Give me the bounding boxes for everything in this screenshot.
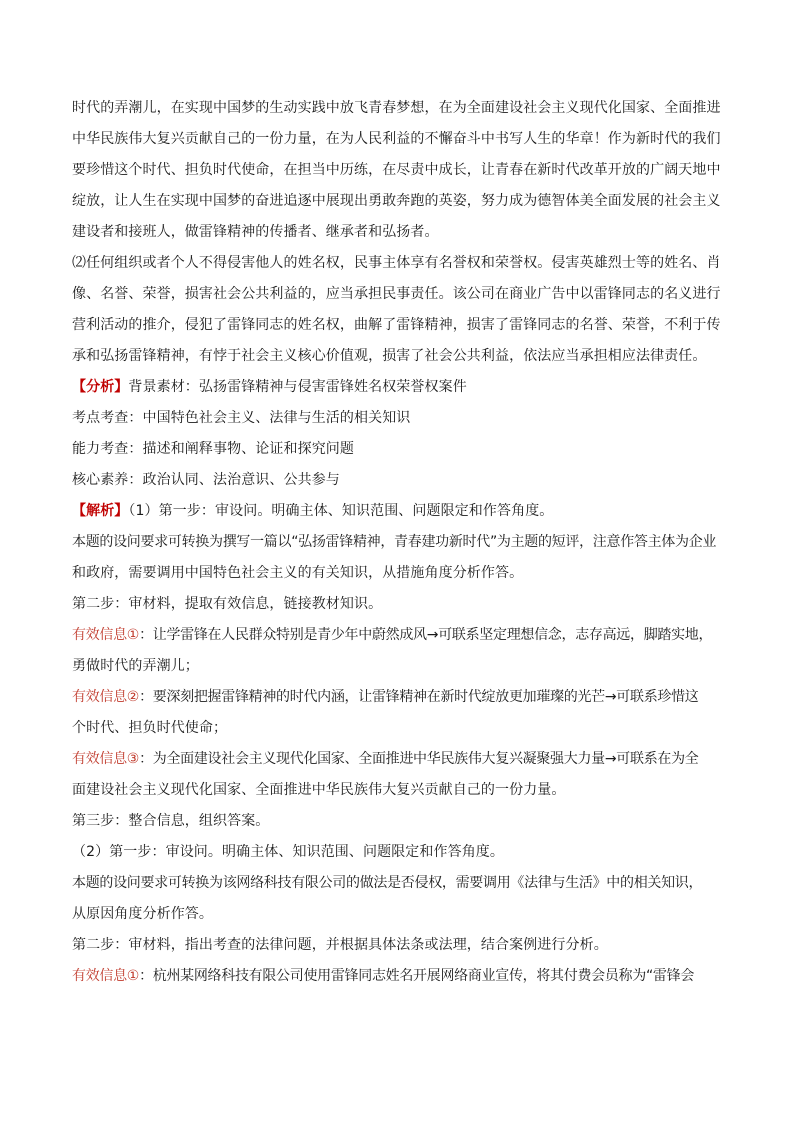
text-line: 面建设社会主义现代化国家、全面推进中华民族伟大复兴贡献自己的一份力量。	[72, 782, 566, 798]
q2-step1: （2）第一步：审设问。明确主体、知识范围、问题限定和作答角度。	[72, 844, 505, 860]
info-text: ：要深刻把握雷锋精神的时代内涵，让雷锋精神在新时代绽放更加璀璨的光芒→可联系珍惜这	[139, 689, 699, 705]
document-page	[72, 93, 732, 992]
ability-points: 能力考查：描述和阐释事物、论证和探究问题	[72, 441, 354, 457]
text-line: 建设者和接班人，做雷锋精神的传播者、继承者和弘扬者。	[72, 224, 439, 240]
text-line: 营利活动的推介，侵犯了雷锋同志的姓名权，曲解了雷锋精神，损害了雷锋同志的名誉、荣誉，不利于传	[72, 317, 721, 333]
explanation-tag: 【解析】	[72, 503, 129, 519]
text-line: 时代的弄潮儿，在实现中国梦的生动实践中放飞青春梦想，在为全面建设社会主义现代化国家、全面推进	[72, 100, 721, 116]
info-text: ：杭州某网络科技有限公司使用雷锋同志姓名开展网络商业宣传，将其付费会员称为“雷锋会	[139, 968, 695, 984]
info-label: 有效信息③	[72, 751, 140, 767]
text-line: 个时代、担负时代使命；	[72, 720, 228, 736]
q1-step2: 第二步：审材料，提取有效信息，链接教材知识。	[72, 596, 383, 612]
info-line	[72, 620, 732, 651]
text-line: 本题的设问要求可转换为撰写一篇以“弘扬雷锋精神，青春建功新时代”为主题的短评，注意作答主体为企业	[72, 534, 717, 550]
analysis-tag: 【分析】	[72, 379, 129, 395]
info-label: 有效信息②	[72, 689, 140, 705]
exam-points: 考点考查：中国特色社会主义、法律与生活的相关知识	[72, 410, 411, 426]
info-text: ：让学雷锋在人民群众特别是青少年中蔚然成风→可联系坚定理想信念，志存高远，脚踏实地，	[139, 627, 713, 643]
info-label: 有效信息①	[72, 968, 140, 984]
q2-step2: 第二步：审材料，指出考查的法律问题，并根据具体法条或法理，结合案例进行分析。	[72, 937, 608, 953]
text-line: 承和弘扬雷锋精神，有悖于社会主义核心价值观，损害了社会公共利益，依法应当承担相应法律责任。	[72, 348, 707, 364]
core-literacy: 核心素养：政治认同、法治意识、公共参与	[72, 472, 340, 488]
text-line: 本题的设问要求可转换为该网络科技有限公司的做法是否侵权，需要调用《法律与生活》中的相关知识，	[72, 875, 703, 891]
text-line: ⑵任何组织或者个人不得侵害他人的姓名权，民事主体享有名誉权和荣誉权。侵害英雄烈士等的姓名、肖	[72, 255, 721, 271]
analysis-background: 背景素材：弘扬雷锋精神与侵害雷锋姓名权荣誉权案件	[128, 379, 467, 395]
info-label: 有效信息①	[72, 627, 140, 643]
info-line	[72, 744, 732, 775]
text-line: 勇做时代的弄潮儿；	[72, 658, 199, 674]
info-line	[72, 961, 732, 992]
q1-step3: 第三步：整合信息，组织答案。	[72, 813, 270, 829]
info-text: ：为全面建设社会主义现代化国家、全面推进中华民族伟大复兴凝聚强大力量→可联系在为全	[139, 751, 699, 767]
text-line: 从原因角度分析作答。	[72, 906, 213, 922]
q1-step1: （1）第一步：审设问。明确主体、知识范围、问题限定和作答角度。	[128, 503, 554, 519]
analysis-heading	[72, 372, 732, 403]
explanation-heading	[72, 496, 732, 527]
text-line: 和政府，需要调用中国特色社会主义的有关知识，从措施角度分析作答。	[72, 565, 524, 581]
text-line: 中华民族伟大复兴贡献自己的一份力量，在为人民利益的不懈奋斗中书写人生的华章！作为新时代的我们	[72, 131, 721, 147]
text-line: 像、名誉、荣誉，损害社会公共利益的，应当承担民事责任。该公司在商业广告中以雷锋同志的名义进行	[72, 286, 721, 302]
text-line: 绽放，让人生在实现中国梦的奋进追逐中展现出勇敢奔跑的英姿，努力成为德智体美全面发展的社会主义	[72, 193, 721, 209]
text-line: 要珍惜这个时代、担负时代使命，在担当中历练，在尽责中成长，让青春在新时代改革开放的广阔天地中	[72, 162, 721, 178]
info-line	[72, 682, 732, 713]
